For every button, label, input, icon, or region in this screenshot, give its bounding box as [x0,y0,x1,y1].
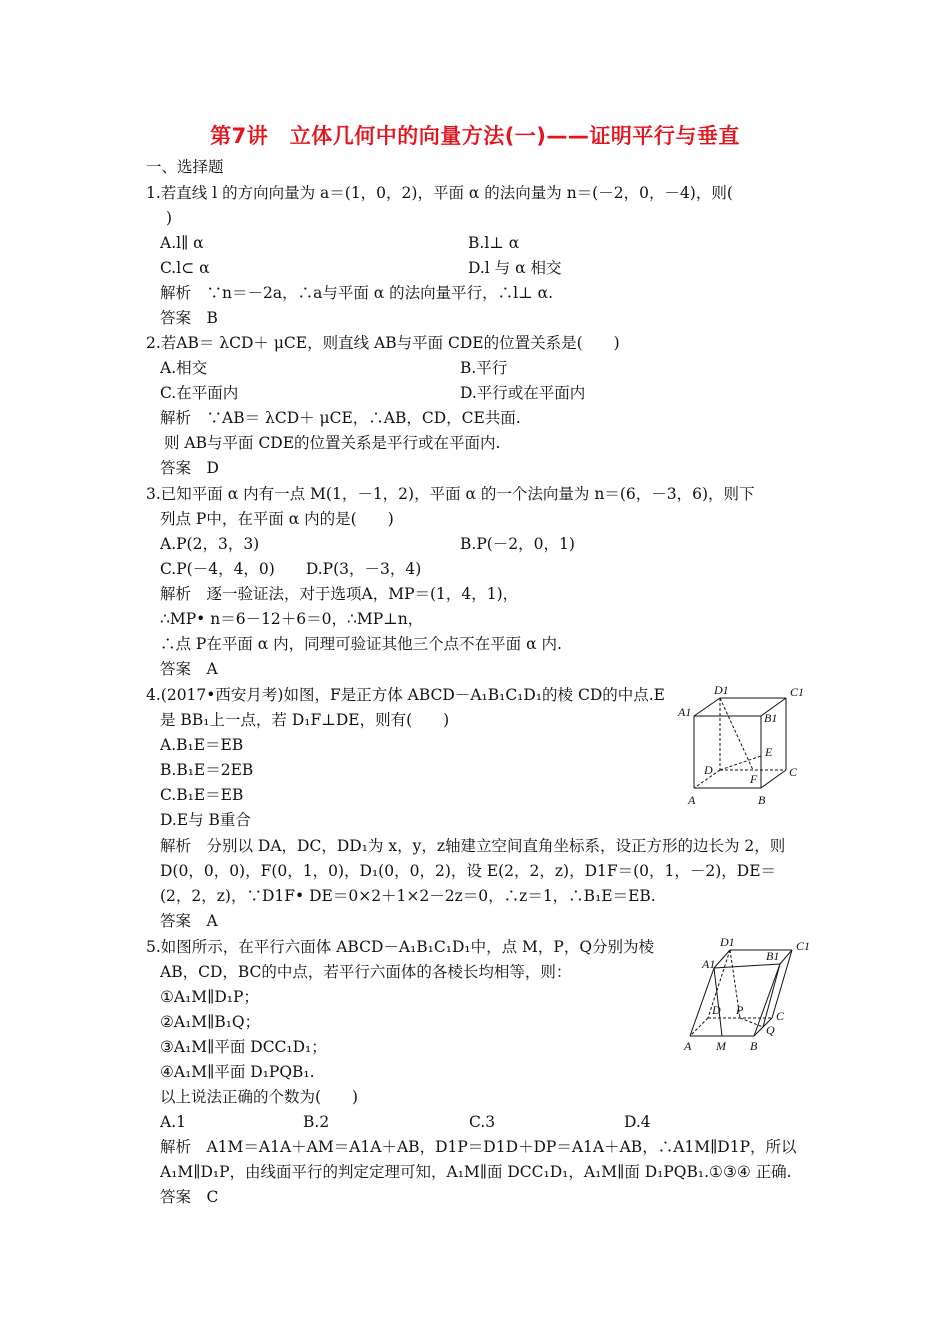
page-title: 第7讲 立体几何中的向量方法(一)——证明平行与垂直 [210,124,740,148]
q1-option-b: B.l⊥ α [468,234,520,252]
q3-answer: 答案 A [160,660,218,678]
q5-statement-2: ②A₁M∥B₁Q； [160,1013,261,1031]
q1-stem-line2: ) [166,209,173,227]
q5-fig-label: C1 [796,939,811,953]
q4-fig-label: E [765,745,773,759]
q4-cube-figure [676,684,816,814]
q2-analysis-line2: 则 AB与平面 CDE的位置关系是平行或在平面内. [164,434,501,452]
q2-option-c: C.在平面内 [160,384,239,402]
q5-stem-line3: 以上说法正确的个数为( ) [160,1088,359,1106]
q5-fig-label: M [716,1039,726,1053]
q4-option-b: B.B₁E＝2EB [160,761,254,779]
q2-option-d: D.平行或在平面内 [460,384,586,402]
q4-stem-line1: 4.(2017•西安月考)如图，F是正方体 ABCD－A₁B₁C₁D₁的棱 CD的中点.E [146,686,665,704]
q4-fig-label: B1 [764,711,778,725]
q4-fig-label: C [789,765,798,779]
q5-answer: 答案 C [160,1188,219,1206]
q1-analysis: 解析 ∵n＝－2a，∴a与平面 α 的法向量平行，∴l⊥ α. [160,284,554,302]
q4-option-d: D.E与 B重合 [160,811,251,829]
q5-fig-label: B [750,1039,758,1053]
q4-fig-label: B [758,793,766,807]
q4-fig-label: C1 [790,685,805,699]
q4-option-a: A.B₁E＝EB [160,736,244,754]
q5-statement-3: ③A₁M∥平面 DCC₁D₁； [160,1038,327,1056]
q3-analysis-line2: ∴MP• n＝6－12＋6＝0，∴MP⊥n， [160,610,424,628]
q3-stem-line1: 3.已知平面 α 内有一点 M(1，－1，2)，平面 α 的一个法向量为 n＝(6，－3，6)，则下 [146,485,755,503]
q3-options-cd: C.P(－4，4，0) D.P(3，－3，4) [160,560,422,578]
q4-fig-label: D1 [714,684,729,697]
q4-stem-line2: 是 BB₁上一点，若 D₁F⊥DE，则有( ) [160,711,450,729]
q5-statement-4: ④A₁M∥平面 D₁PQB₁. [160,1063,315,1081]
q1-answer: 答案 B [160,309,218,327]
q5-analysis-line1: 解析 A1M＝A1A＋AM＝A1A＋AB，D1P＝D1D＋DP＝A1A＋AB，∴A1M∥D1P，所以 [160,1138,797,1156]
q4-fig-label: F [750,772,758,786]
q5-parallelepiped-figure [676,934,820,1058]
q3-stem-line2: 列点 P中，在平面 α 内的是( ) [160,510,394,528]
q5-fig-label: C [776,1009,785,1023]
q5-fig-label: D1 [720,935,735,949]
q5-fig-label: P [736,1003,744,1017]
q5-stem-line2: AB，CD，BC的中点，若平行六面体的各棱长均相等，则： [160,963,572,981]
q5-option-b: B.2 [303,1113,330,1131]
q4-answer: 答案 A [160,912,218,930]
q5-option-d: D.4 [624,1113,651,1131]
q5-stem-line1: 5.如图所示，在平行六面体 ABCD－A₁B₁C₁D₁中，点 M，P，Q分别为棱 [146,938,655,956]
q1-option-c: C.l⊂ α [160,259,210,277]
q2-analysis-line1: 解析 ∵AB＝ λCD＋ μCE，∴AB，CD，CE共面. [160,409,521,427]
q3-analysis-line1: 解析 逐一验证法，对于选项A，MP＝(1，4，1)， [160,585,519,603]
q5-fig-label: Q [766,1023,775,1037]
q5-option-c: C.3 [469,1113,496,1131]
q1-stem-line1: 1.若直线 l 的方向向量为 a＝(1，0，2)，平面 α 的法向量为 n＝(－2，0，－4)，则( [146,184,733,202]
q5-statement-1: ①A₁M∥D₁P； [160,988,259,1006]
q3-option-b: B.P(－2，0，1) [460,535,575,553]
q2-stem: 2.若AB＝ λCD＋ μCE，则直线 AB与平面 CDE的位置关系是( ) [146,334,620,352]
q5-analysis-line2: A₁M∥D₁P，由线面平行的判定定理可知，A₁M∥面 DCC₁D₁，A₁M∥面 D₁PQB₁.①③④ 正确. [160,1163,792,1181]
q3-analysis-line3: ∴点 P在平面 α 内，同理可验证其他三个点不在平面 α 内. [160,635,562,653]
q5-fig-label: D [712,1003,721,1017]
q4-fig-label: A1 [678,705,692,719]
q3-option-a: A.P(2，3，3) [160,535,260,553]
q4-analysis-line3: (2，2，z)，∵D1F• DE＝0×2＋1×2－2z＝0，∴z＝1，∴B₁E＝EB. [160,887,656,905]
q2-answer: 答案 D [160,459,219,477]
q4-analysis-line2: D(0，0，0)，F(0，1，0)，D₁(0，0，2)，设 E(2，2，z)，D1F＝(0，1，－2)，DE＝ [160,862,777,880]
q5-fig-label: A1 [702,957,716,971]
q2-option-b: B.平行 [460,359,508,377]
q2-option-a: A.相交 [160,359,208,377]
q5-fig-label: A [684,1039,692,1053]
q4-fig-label: D [704,763,713,777]
q4-fig-label: A [688,793,696,807]
q5-fig-label: B1 [766,949,780,963]
section-heading: 一、选择题 [146,158,224,176]
q4-analysis-line1: 解析 分别以 DA，DC，DD₁为 x，y，z轴建立空间直角坐标系，设正方形的边长为 2，则 [160,837,786,855]
q1-option-a: A.l∥ α [160,234,204,252]
q5-option-a: A.1 [160,1113,186,1131]
q4-option-c: C.B₁E＝EB [160,786,244,804]
q1-option-d: D.l 与 α 相交 [468,259,562,277]
